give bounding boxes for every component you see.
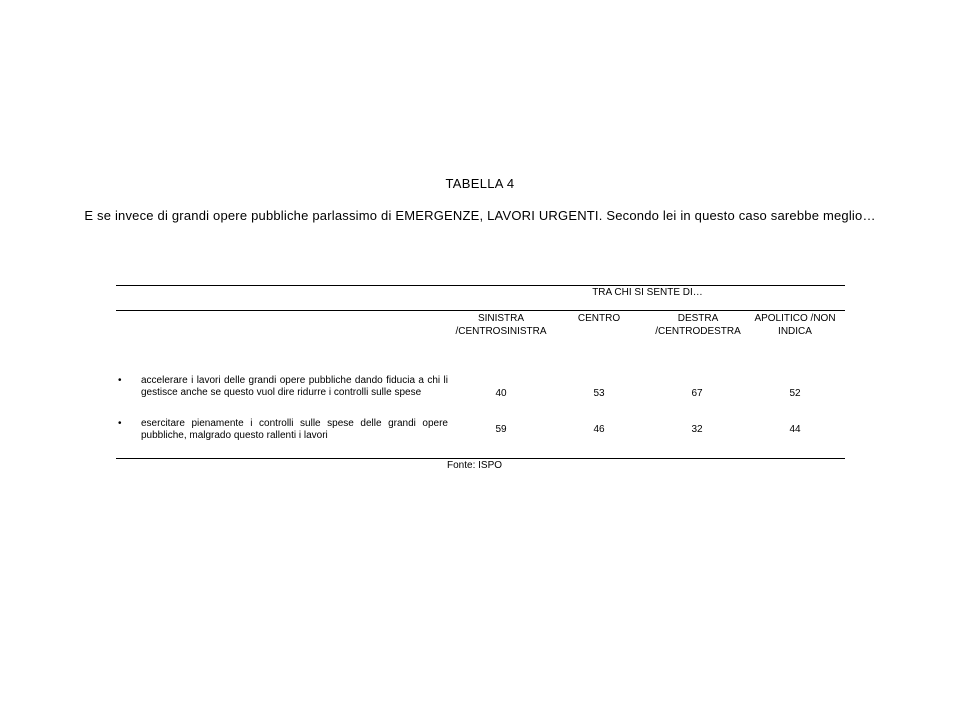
column-header-sinistra: SINISTRA /CENTROSINISTRA — [455, 313, 547, 337]
header-divider-rule — [116, 310, 845, 311]
row-1-label: accelerare i lavori delle grandi opere pubbliche dando fiducia a chi li gestisce anche se questo vuol dire ridurre i controlli sulle spese — [141, 375, 448, 398]
column-group-header: TRA CHI SI SENTE DI… — [592, 287, 703, 298]
column-header-destra: DESTRA /CENTRODESTRA — [655, 313, 741, 337]
row-2-value-destra: 32 — [691, 424, 703, 435]
row-1-value-sinistra: 40 — [495, 388, 507, 399]
row-1-value-apolitico: 52 — [789, 388, 801, 399]
column-header-apolitico: APOLITICO /NON INDICA — [754, 313, 836, 337]
row-2-label: esercitare pienamente i controlli sulle spese delle grandi opere pubbliche, malgrado questo rallenti i lavori — [141, 418, 448, 441]
row-2-value-centro: 46 — [593, 424, 605, 435]
row-1-value-destra: 67 — [691, 388, 703, 399]
row-1-bullet: • — [118, 375, 122, 386]
column-header-centro: CENTRO — [577, 313, 621, 324]
row-2-value-sinistra: 59 — [495, 424, 507, 435]
table-bottom-rule — [116, 458, 845, 459]
row-2-bullet: • — [118, 418, 122, 429]
source-note: Fonte: ISPO — [447, 460, 503, 471]
survey-question: E se invece di grandi opere pubbliche parlassimo di EMERGENZE, LAVORI URGENTI. Secondo lei in questo caso sarebbe meglio… — [84, 208, 876, 223]
row-2-value-apolitico: 44 — [789, 424, 801, 435]
row-1-value-centro: 53 — [593, 388, 605, 399]
table-top-rule — [116, 285, 845, 286]
table-title: TABELLA 4 — [445, 176, 515, 191]
